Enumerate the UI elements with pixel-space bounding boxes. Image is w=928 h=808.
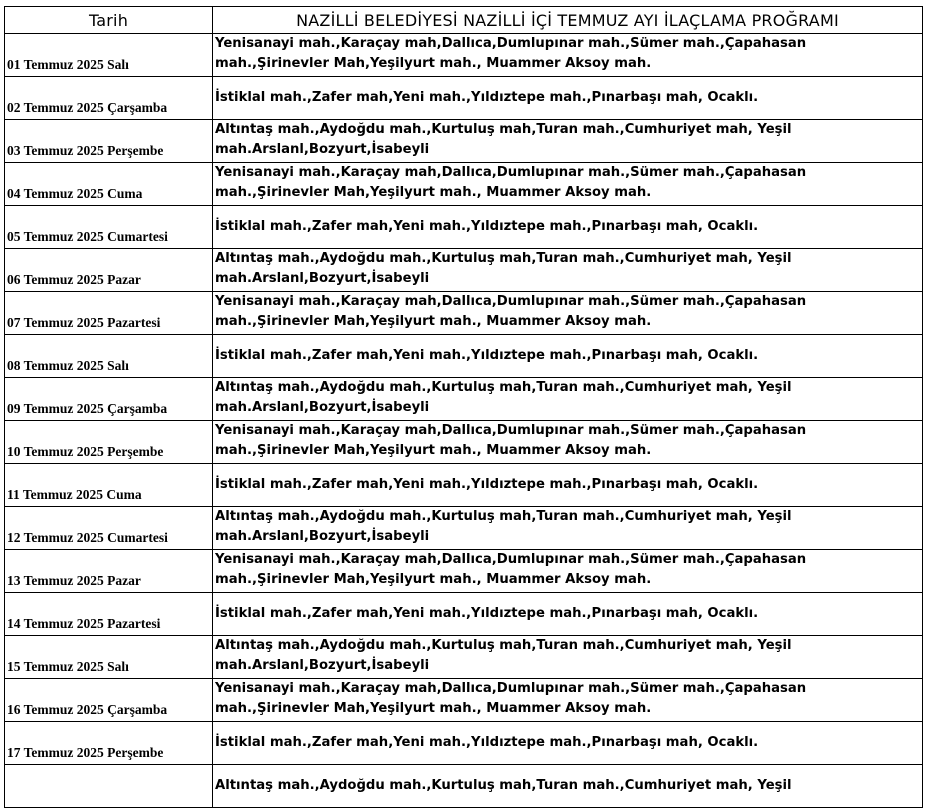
table-row	[5, 679, 923, 722]
table-body	[5, 7, 923, 808]
neighborhood-list-cell[interactable]: Yenisanayi mah.,Karaçay mah,Dallıca,Dumlupınar mah.,Sümer mah.,Çapahasan mah.,Şirinevler Mah,Yeşilyurt mah., Muammer Aksoy mah.	[213, 34, 923, 77]
table-row	[5, 421, 923, 464]
table-row	[5, 507, 923, 550]
neighborhood-list-cell[interactable]: İstiklal mah.,Zafer mah,Yeni mah.,Yıldıztepe mah.,Pınarbaşı mah, Ocaklı.	[213, 722, 923, 765]
date-cell[interactable]: 07 Temmuz 2025 Pazartesi	[5, 292, 213, 335]
date-cell[interactable]: 11 Temmuz 2025 Cuma	[5, 464, 213, 507]
date-cell[interactable]: 04 Temmuz 2025 Cuma	[5, 163, 213, 206]
program-title-header[interactable]: NAZİLLİ BELEDİYESİ NAZİLLİ İÇİ TEMMUZ AYI İLAÇLAMA PROĞRAMI	[213, 7, 923, 34]
table-row	[5, 593, 923, 636]
date-cell[interactable]: 13 Temmuz 2025 Pazar	[5, 550, 213, 593]
date-cell[interactable]: 16 Temmuz 2025 Çarşamba	[5, 679, 213, 722]
table-row	[5, 163, 923, 206]
date-cell[interactable]	[5, 765, 213, 808]
neighborhood-list-cell[interactable]: Altıntaş mah.,Aydoğdu mah.,Kurtuluş mah,Turan mah.,Cumhuriyet mah, Yeşil	[213, 765, 923, 808]
date-cell[interactable]: 03 Temmuz 2025 Perşembe	[5, 120, 213, 163]
date-column-header[interactable]: Tarih	[5, 7, 213, 34]
table-row	[5, 636, 923, 679]
date-cell[interactable]: 02 Temmuz 2025 Çarşamba	[5, 77, 213, 120]
date-cell[interactable]: 14 Temmuz 2025 Pazartesi	[5, 593, 213, 636]
table-row	[5, 292, 923, 335]
table-row	[5, 77, 923, 120]
neighborhood-list-cell[interactable]: İstiklal mah.,Zafer mah,Yeni mah.,Yıldıztepe mah.,Pınarbaşı mah, Ocaklı.	[213, 206, 923, 249]
neighborhood-list-cell[interactable]: İstiklal mah.,Zafer mah,Yeni mah.,Yıldıztepe mah.,Pınarbaşı mah, Ocaklı.	[213, 77, 923, 120]
date-cell[interactable]: 12 Temmuz 2025 Cumartesi	[5, 507, 213, 550]
table-row	[5, 765, 923, 808]
date-cell[interactable]: 10 Temmuz 2025 Perşembe	[5, 421, 213, 464]
neighborhood-list-cell[interactable]: Yenisanayi mah.,Karaçay mah,Dallıca,Dumlupınar mah.,Sümer mah.,Çapahasan mah.,Şirinevler Mah,Yeşilyurt mah., Muammer Aksoy mah.	[213, 292, 923, 335]
neighborhood-list-cell[interactable]: Altıntaş mah.,Aydoğdu mah.,Kurtuluş mah,Turan mah.,Cumhuriyet mah, Yeşil mah.Arslanl,Bozyurt,İsabeyli	[213, 636, 923, 679]
neighborhood-list-cell[interactable]: İstiklal mah.,Zafer mah,Yeni mah.,Yıldıztepe mah.,Pınarbaşı mah, Ocaklı.	[213, 335, 923, 378]
date-cell[interactable]: 08 Temmuz 2025 Salı	[5, 335, 213, 378]
neighborhood-list-cell[interactable]: Yenisanayi mah.,Karaçay mah,Dallıca,Dumlupınar mah.,Sümer mah.,Çapahasan mah.,Şirinevler Mah,Yeşilyurt mah., Muammer Aksoy mah.	[213, 421, 923, 464]
table-row	[5, 335, 923, 378]
neighborhood-list-cell[interactable]: Altıntaş mah.,Aydoğdu mah.,Kurtuluş mah,Turan mah.,Cumhuriyet mah, Yeşil mah.Arslanl,Bozyurt,İsabeyli	[213, 378, 923, 421]
neighborhood-list-cell[interactable]: İstiklal mah.,Zafer mah,Yeni mah.,Yıldıztepe mah.,Pınarbaşı mah, Ocaklı.	[213, 593, 923, 636]
table-row	[5, 120, 923, 163]
date-cell[interactable]: 17 Temmuz 2025 Perşembe	[5, 722, 213, 765]
date-cell[interactable]: 09 Temmuz 2025 Çarşamba	[5, 378, 213, 421]
table-row	[5, 34, 923, 77]
table-row	[5, 206, 923, 249]
neighborhood-list-cell[interactable]: İstiklal mah.,Zafer mah,Yeni mah.,Yıldıztepe mah.,Pınarbaşı mah, Ocaklı.	[213, 464, 923, 507]
date-cell[interactable]: 01 Temmuz 2025 Salı	[5, 34, 213, 77]
neighborhood-list-cell[interactable]: Yenisanayi mah.,Karaçay mah,Dallıca,Dumlupınar mah.,Sümer mah.,Çapahasan mah.,Şirinevler Mah,Yeşilyurt mah., Muammer Aksoy mah.	[213, 550, 923, 593]
neighborhood-list-cell[interactable]: Altıntaş mah.,Aydoğdu mah.,Kurtuluş mah,Turan mah.,Cumhuriyet mah, Yeşil mah.Arslanl,Bozyurt,İsabeyli	[213, 507, 923, 550]
date-cell[interactable]: 06 Temmuz 2025 Pazar	[5, 249, 213, 292]
table-row	[5, 722, 923, 765]
header-row	[5, 7, 923, 34]
spraying-schedule-table	[4, 6, 923, 808]
neighborhood-list-cell[interactable]: Altıntaş mah.,Aydoğdu mah.,Kurtuluş mah,Turan mah.,Cumhuriyet mah, Yeşil mah.Arslanl,Bozyurt,İsabeyli	[213, 249, 923, 292]
neighborhood-list-cell[interactable]: Altıntaş mah.,Aydoğdu mah.,Kurtuluş mah,Turan mah.,Cumhuriyet mah, Yeşil mah.Arslanl,Bozyurt,İsabeyli	[213, 120, 923, 163]
neighborhood-list-cell[interactable]: Yenisanayi mah.,Karaçay mah,Dallıca,Dumlupınar mah.,Sümer mah.,Çapahasan mah.,Şirinevler Mah,Yeşilyurt mah., Muammer Aksoy mah.	[213, 163, 923, 206]
date-cell[interactable]: 15 Temmuz 2025 Salı	[5, 636, 213, 679]
neighborhood-list-cell[interactable]: Yenisanayi mah.,Karaçay mah,Dallıca,Dumlupınar mah.,Sümer mah.,Çapahasan mah.,Şirinevler Mah,Yeşilyurt mah., Muammer Aksoy mah.	[213, 679, 923, 722]
table-row	[5, 249, 923, 292]
date-cell[interactable]: 05 Temmuz 2025 Cumartesi	[5, 206, 213, 249]
table-row	[5, 464, 923, 507]
table-row	[5, 378, 923, 421]
table-row	[5, 550, 923, 593]
